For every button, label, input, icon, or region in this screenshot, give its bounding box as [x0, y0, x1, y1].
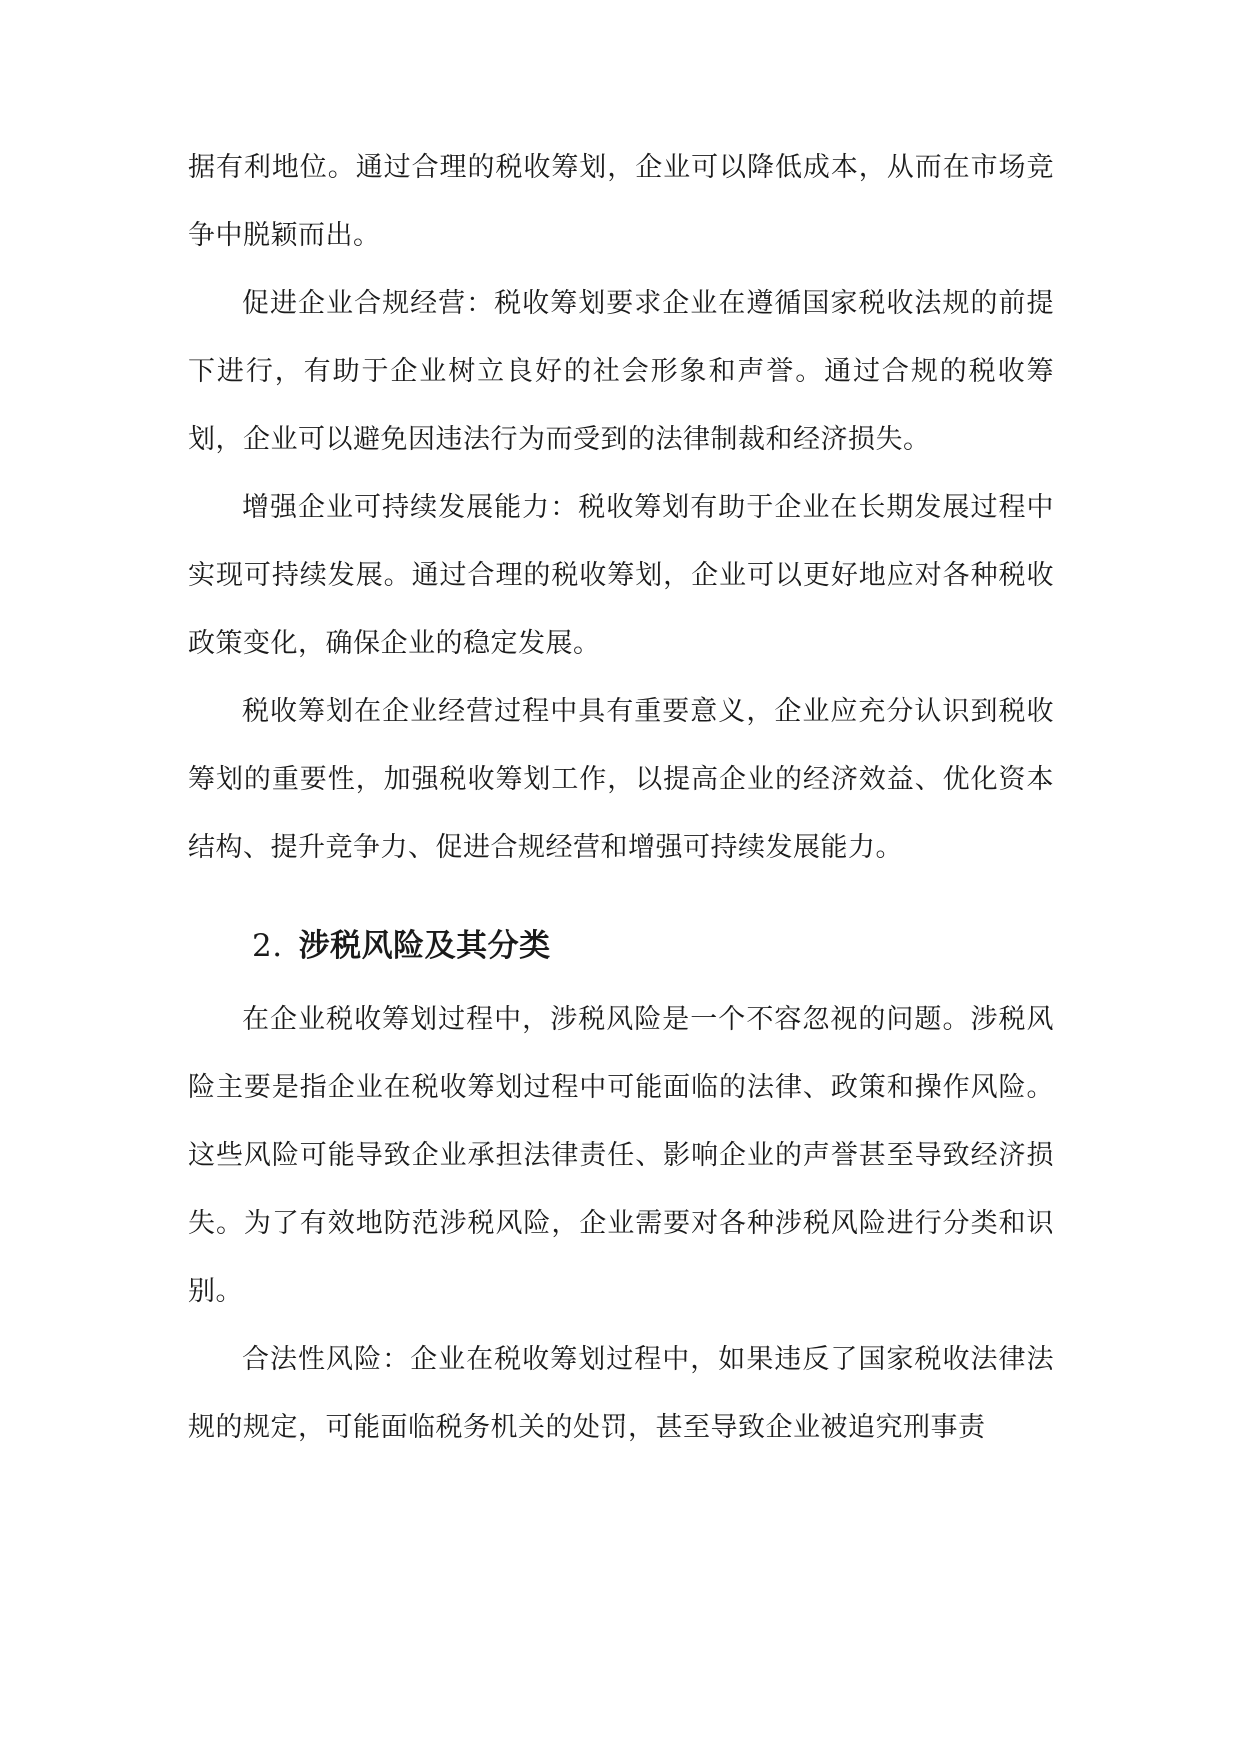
paragraph-5: 在企业税收筹划过程中，涉税风险是一个不容忽视的问题。涉税风险主要是指企业在税收筹划过程中可能面临的法律、政策和操作风险。这些风险可能导致企业承担法律责任、影响企业的声誉甚至导致经济损失。为了有效地防范涉税风险，企业需要对各种涉税风险进行分类和识别。 — [188, 1004, 1054, 1307]
document-body — [188, 134, 1054, 1462]
paragraph-6: 合法性风险：企业在税收筹划过程中，如果违反了国家税收法律法规的规定，可能面临税务机关的处罚，甚至导致企业被追究刑事责 — [188, 1344, 1054, 1443]
paragraph-4: 税收筹划在企业经营过程中具有重要意义，企业应充分认识到税收筹划的重要性，加强税收筹划工作，以提高企业的经济效益、优化资本结构、提升竞争力、促进合规经营和增强可持续发展能力。 — [188, 696, 1054, 863]
paragraph-1: 据有利地位。通过合理的税收筹划，企业可以降低成本，从而在市场竞争中脱颖而出。 — [188, 152, 1054, 251]
section-title: 涉税风险及其分类 — [298, 928, 551, 964]
section-heading — [188, 906, 1054, 986]
section-number: 2. — [252, 928, 283, 964]
paragraph-3: 增强企业可持续发展能力：税收筹划有助于企业在长期发展过程中实现可持续发展。通过合理的税收筹划，企业可以更好地应对各种税收政策变化，确保企业的稳定发展。 — [188, 492, 1054, 659]
paragraph-2: 促进企业合规经营：税收筹划要求企业在遵循国家税收法规的前提下进行，有助于企业树立良好的社会形象和声誉。通过合规的税收筹划，企业可以避免因违法行为而受到的法律制裁和经济损失。 — [188, 288, 1054, 455]
